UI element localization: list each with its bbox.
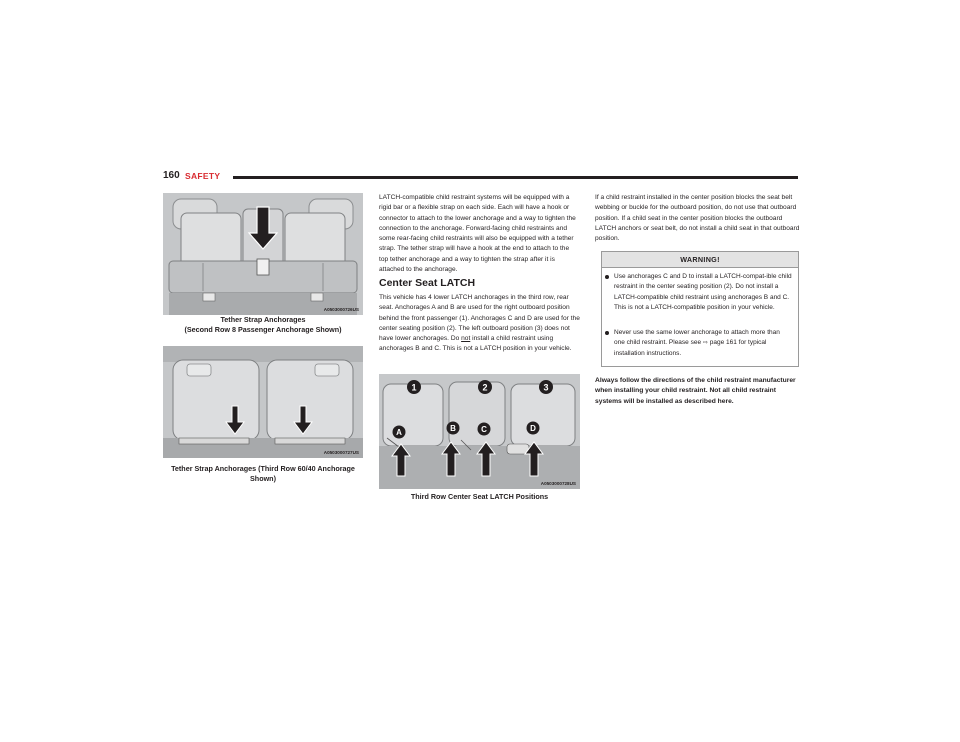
- figure2-caption: Tether Strap Anchorages (Third Row 60/40 Anchorage Shown): [171, 464, 355, 483]
- bullet-icon: [605, 275, 609, 279]
- anchor-d-label: D: [530, 424, 536, 434]
- page-reference-arrow-icon: ⇨: [702, 340, 708, 347]
- figure1-caption: [163, 315, 363, 335]
- latch-intro-paragraph: LATCH-compatible child restraint systems will be equipped with a rigid bar or a flexible strap on each side. Each will have a hook or connector to attach to the lower anchorage and a way to tighten the connection to the anchorage. Forward-facing child restraints and some rear-facing child restraints will also be equipped with a tether strap. The tether strap will have a hook at the end to attach to the top tether anchorage and a way to tighten the strap after it is attached to the anchorage.: [379, 194, 576, 274]
- page-number: 160: [163, 170, 180, 181]
- figure-id: A0503000726US: [323, 307, 359, 312]
- warning-box: [601, 251, 799, 367]
- seat-number-1: 1: [411, 382, 417, 393]
- page-header: [163, 170, 798, 184]
- header-rule: [233, 176, 798, 179]
- figure-id: A0503000727US: [323, 450, 359, 455]
- center-seat-latch-paragraph: [379, 293, 580, 355]
- anchor-b-label: B: [450, 424, 456, 434]
- figure-id: A0503000728US: [540, 481, 576, 486]
- center-seat-text-a: This vehicle has 4 lower LATCH anchorages in the third row, rear seat. Anchorages A and B are used for the right outboard position behind the front passenger (1). Anchorages C and D are used for the center seating position (2). The left outboard position (3) does not have lower anchorages. Do: [379, 294, 580, 343]
- seat-number-2: 2: [482, 382, 488, 393]
- figure1-caption-line2: (Second Row 8 Passenger Anchorage Shown): [184, 325, 342, 334]
- warning-item-2-text-pre: Never use the same lower anchorage to attach more than one child restraint. Please see: [614, 329, 780, 347]
- section-title: SAFETY: [185, 171, 221, 181]
- center-seat-latch-heading: Center Seat LATCH: [379, 277, 476, 289]
- warning-title: WARNING!: [602, 252, 798, 268]
- warning-item-1-text: Use anchorages C and D to install a LATCH-compat-ible child restraint in the center seating position (2). Do not install a LATCH-compatible child restraint using anchorages B and C. This is not a LATCH-compatible position in your vehicle.: [614, 273, 792, 311]
- figure-latch-positions: [379, 374, 580, 489]
- warning-item-2-text-post: page 161 for typical installation instructions.: [614, 339, 767, 357]
- center-position-paragraph: If a child restraint installed in the center position blocks the seat belt webbing or buckle for the outboard position, do not use that outboard position. If a child seat in the center position blocks the outboard LATCH anchors or seat belt, do not install a child seat in that outboard position.: [595, 194, 800, 243]
- second-row-illustration: [163, 193, 363, 315]
- latch-positions-illustration: [379, 374, 580, 489]
- figure1-caption-line1: Tether Strap Anchorages: [220, 315, 306, 324]
- follow-directions-paragraph: Always follow the directions of the child restraint manufacturer when installing your child restraint. Not all child restraint systems will be installed as described here.: [595, 377, 796, 405]
- center-seat-text-not: not: [461, 335, 471, 343]
- figure3-caption: Third Row Center Seat LATCH Positions: [410, 492, 549, 501]
- center-seat-text-b: install a child restraint using anchorages B and C. This is not a LATCH position in your vehicle.: [379, 335, 572, 353]
- third-row-illustration: [163, 346, 363, 458]
- figure-second-row-tether: [163, 193, 363, 315]
- anchor-a-label: A: [396, 428, 402, 438]
- anchor-c-label: C: [481, 425, 487, 435]
- bullet-icon: [605, 331, 609, 335]
- figure-third-row-tether: [163, 346, 363, 458]
- warning-item: [614, 328, 792, 359]
- seat-number-3: 3: [543, 382, 549, 393]
- warning-item: [614, 272, 792, 313]
